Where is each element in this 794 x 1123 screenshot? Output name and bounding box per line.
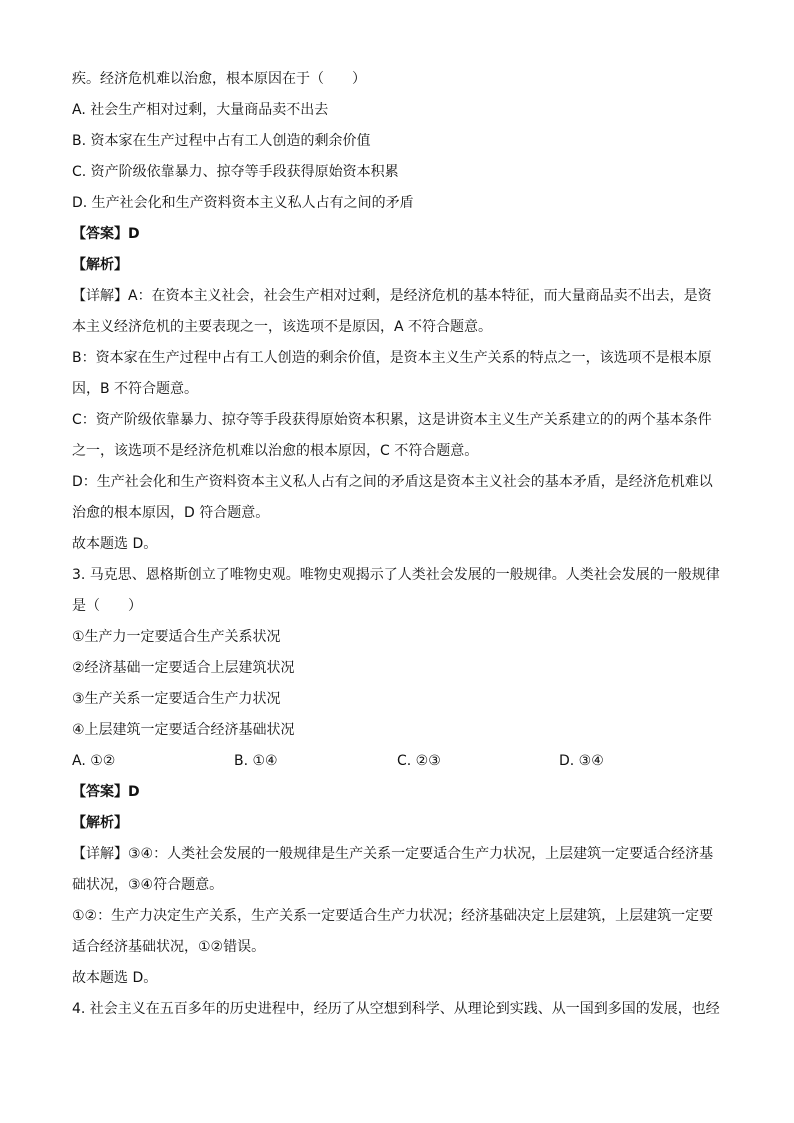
q2-conclusion: 故本题选 D。 bbox=[72, 536, 158, 552]
q2-detail-line: C：资产阶级依靠暴力、掠夺等手段获得原始资本积累，这是讲资本主义生产关系建立的的两个基本条件 bbox=[72, 412, 712, 428]
q3-item-3: ③生产关系一定要适合生产力状况 bbox=[72, 691, 281, 707]
q2-option-c: C. 资产阶级依靠暴力、掠夺等手段获得原始资本积累 bbox=[72, 164, 399, 180]
question-3-stem: 是（ ） bbox=[72, 598, 142, 614]
q3-detail-line: 【详解】③④：人类社会发展的一般规律是生产关系一定要适合生产力状况，上层建筑一定要适合经济基 bbox=[72, 846, 714, 862]
q2-detail-line: B：资本家在生产过程中占有工人创造的剩余价值，是资本主义生产关系的特点之一，该选项不是根本原 bbox=[72, 350, 712, 366]
q3-option-b: B. ①④ bbox=[234, 753, 278, 769]
q3-option-a: A. ①② bbox=[72, 753, 116, 769]
q2-detail-line: 治愈的根本原因，D 符合题意。 bbox=[72, 505, 270, 521]
q3-detail-line: ①②：生产力决定生产关系，生产关系一定要适合生产力状况；经济基础决定上层建筑，上层建筑一定要 bbox=[72, 908, 714, 924]
q3-detail-line: 适合经济基础状况，①②错误。 bbox=[72, 939, 266, 955]
q2-answer: 【答案】D bbox=[72, 226, 140, 242]
q3-analysis-label: 【解析】 bbox=[72, 815, 128, 831]
q3-conclusion: 故本题选 D。 bbox=[72, 970, 158, 986]
q3-options-row bbox=[72, 746, 722, 777]
q3-answer: 【答案】D bbox=[72, 784, 140, 800]
q3-item-4: ④上层建筑一定要适合经济基础状况 bbox=[72, 722, 295, 738]
q2-detail-line: 【详解】A：在资本主义社会，社会生产相对过剩，是经济危机的基本特征，而大量商品卖不出去，是资 bbox=[72, 288, 712, 304]
q2-option-a: A. 社会生产相对过剩，大量商品卖不出去 bbox=[72, 102, 329, 118]
q2-detail-line: 因，B 不符合题意。 bbox=[72, 381, 199, 397]
q2-option-d: D. 生产社会化和生产资料资本主义私人占有之间的矛盾 bbox=[72, 195, 414, 211]
q2-detail-line: 之一，该选项不是经济危机难以治愈的根本原因，C 不符合题意。 bbox=[72, 443, 479, 459]
q3-item-2: ②经济基础一定要适合上层建筑状况 bbox=[72, 660, 295, 676]
q2-detail-line: D：生产社会化和生产资料资本主义私人占有之间的矛盾这是资本主义社会的基本矛盾，是经济危机难以 bbox=[72, 474, 713, 490]
question-4-stem: 4. 社会主义在五百多年的历史进程中，经历了从空想到科学、从理论到实践、从一国到多国的发展，也经 bbox=[72, 1001, 720, 1017]
q3-option-c: C. ②③ bbox=[397, 753, 441, 769]
q2-detail-line: 本主义经济危机的主要表现之一，该选项不是原因，A 不符合题意。 bbox=[72, 319, 493, 335]
q3-detail-line: 础状况，③④符合题意。 bbox=[72, 877, 224, 893]
q3-item-1: ①生产力一定要适合生产关系状况 bbox=[72, 629, 281, 645]
question-3-stem: 3. 马克思、恩格斯创立了唯物史观。唯物史观揭示了人类社会发展的一般规律。人类社会发展的一般规律 bbox=[72, 567, 720, 583]
q3-option-d: D. ③④ bbox=[559, 753, 604, 769]
q2-option-b: B. 资本家在生产过程中占有工人创造的剩余价值 bbox=[72, 133, 371, 149]
document-page bbox=[72, 64, 722, 1025]
question-2-stem-tail: 疾。经济危机难以治愈，根本原因在于（ ） bbox=[72, 71, 366, 87]
q2-analysis-label: 【解析】 bbox=[72, 257, 128, 273]
